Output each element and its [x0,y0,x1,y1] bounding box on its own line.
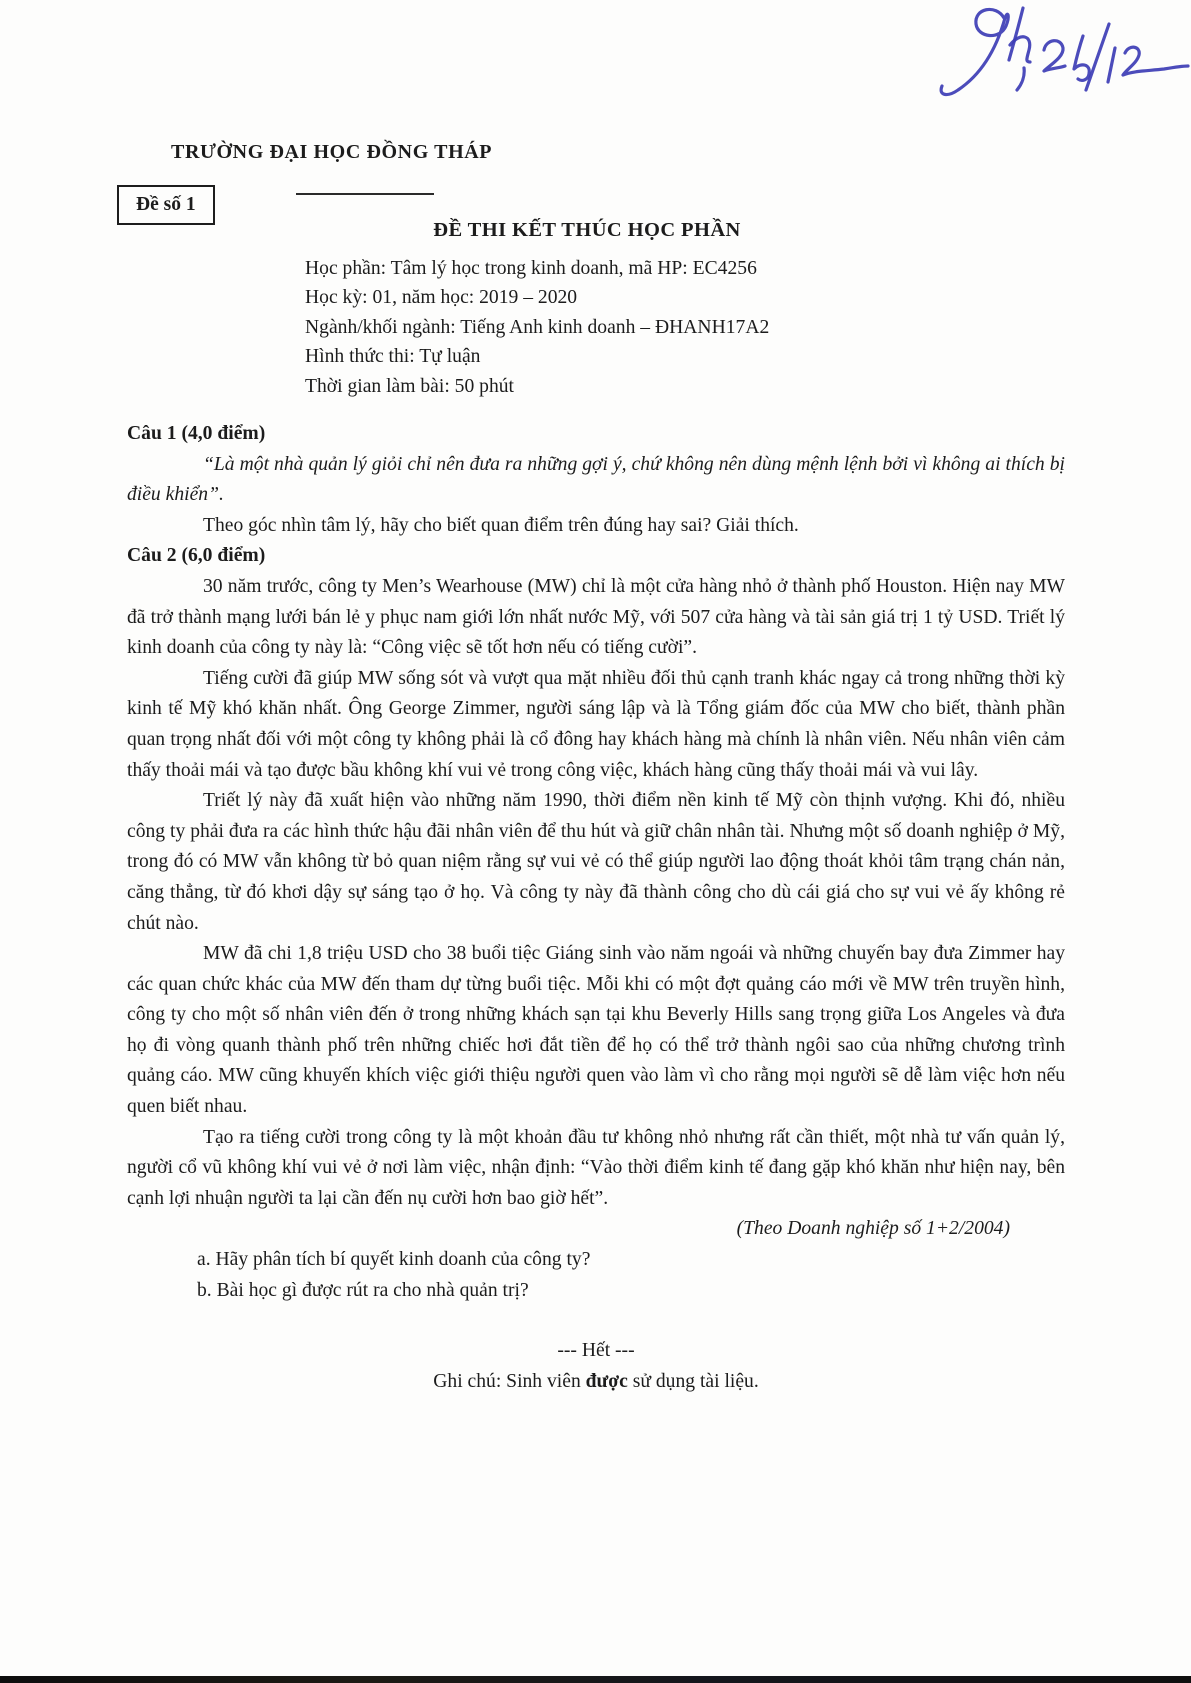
question-2-paragraph: 30 năm trước, công ty Men’s Wearhouse (MW) chỉ là một cửa hàng nhỏ ở thành phố Houston. Hiện nay MW đã trở thành mạng lưới bán lẻ y phục nam giới lớn nhất nước Mỹ, với 507 cửa hàng và tài sản giá trị 1 tỷ USD. Triết lý kinh doanh của công ty này là: “Công việc sẽ tốt hơn nếu có tiếng cười”. [127,575,1065,659]
footer-note-suffix: sử dụng tài liệu. [627,1370,759,1392]
end-marker: --- Hết --- [557,1340,635,1362]
question-2-paragraph: Tiếng cười đã giúp MW sống sót và vượt qua mặt nhiều đối thủ cạnh tranh khác ngay cả trong những thời kỳ kinh tế Mỹ khó khăn nhất. Ông George Zimmer, người sáng lập và là Tổng giám đốc của MW cho biết, thành phần quan trọng nhất đối với một công ty không phải là cổ đông hay khách hàng mà chính là nhân viên. Nếu nhân viên cảm thấy thoải mái và tạo được bầu không khí vui vẻ trong công việc, khách hàng cũng thấy thoải mái và vui lây. [127,667,1065,781]
footer-note [127,1367,1065,1398]
info-line-format: Hình thức thi: Tự luận [305,346,481,368]
question-1-quote: “Là một nhà quản lý giỏi chỉ nên đưa ra những gợi ý, chứ không nên dùng mệnh lệnh bởi vì không ai thích bị điều khiển”. [127,453,1065,506]
header-rule [296,193,434,195]
exam-info-block [305,254,769,401]
question-1-task: Theo góc nhìn tâm lý, hãy cho biết quan điểm trên đúng hay sai? Giải thích. [203,514,799,536]
exam-body [127,419,1065,1397]
question-2-heading: Câu 2 (6,0 điểm) [127,545,266,567]
question-2-paragraph: Tạo ra tiếng cười trong công ty là một khoản đầu tư không nhỏ nhưng rất cần thiết, một nhà tư vấn quản lý, người cổ vũ không khí vui vẻ ở nơi làm việc, nhận định: “Vào thời điểm kinh tế đang gặp khó khăn như hiện nay, bên cạnh lợi nhuận người ta lại cần đến nụ cười hơn bao giờ hết”. [127,1126,1065,1209]
exam-title: ĐỀ THI KẾT THÚC HỌC PHẦN [433,219,741,241]
source-citation: (Theo Doanh nghiệp số 1+2/2004) [736,1218,1010,1240]
sub-question-a: a. Hãy phân tích bí quyết kinh doanh của công ty? [197,1249,591,1271]
info-line-semester: Học kỳ: 01, năm học: 2019 – 2020 [305,287,578,309]
footer-note-prefix: Ghi chú: Sinh viên [433,1370,586,1392]
info-line-course: Học phần: Tâm lý học trong kinh doanh, mã HP: EC4256 [305,258,757,279]
footer-note-bold: được [585,1370,628,1392]
info-line-duration: Thời gian làm bài: 50 phút [305,375,514,397]
handwritten-note [852,2,1191,114]
scanner-edge-artifact [0,1676,1191,1683]
sub-question-b: b. Bài học gì được rút ra cho nhà quản trị? [197,1279,529,1301]
question-2-paragraph: Triết lý này đã xuất hiện vào những năm 1990, thời điểm nền kinh tế Mỹ còn thịnh vượng. Khi đó, nhiều công ty phải đưa ra các hình thức hậu đãi nhân viên để thu hút và giữ chân nhân tài. Nhưng một số doanh nghiệp ở Mỹ, trong đó có MW vẫn không từ bỏ quan niệm rằng sự vui vẻ có thể giúp người lao động thoát khỏi tâm trạng chán nản, căng thẳng, từ đó khơi dậy sự sáng tạo ở họ. Và công ty này đã thành công cho dù cái giá cho sự vui vẻ ấy không rẻ chút nào. [127,790,1065,934]
question-2-paragraph: MW đã chi 1,8 triệu USD cho 38 buổi tiệc Giáng sinh vào năm ngoái và những chuyến bay đưa Zimmer hay các quan chức khác của MW đến tham dự từng buổi tiệc. Mỗi khi có một đợt quảng cáo mới về MW trên truyền hình, công ty cho một số nhân viên đến ở trong những khách sạn tại khu Beverly Hills sang trọng giữa Los Angeles và đưa họ đi vòng quanh thành phố trên những chiếc hơi đắt tiền để họ có thể trở thành ngôi sao của những chương trình quảng cáo. MW cũng khuyến khích việc giới thiệu người quen vào làm vì cho rằng mọi người sẽ dễ làm việc hơn nếu quen biết nhau. [127,943,1065,1118]
exam-number-label: Đề số 1 [136,194,196,215]
info-line-major: Ngành/khối ngành: Tiếng Anh kinh doanh – ĐHANH17A2 [305,316,770,338]
university-name: TRƯỜNG ĐẠI HỌC ĐỒNG THÁP [171,141,493,163]
question-1-heading: Câu 1 (4,0 điểm) [127,423,266,444]
